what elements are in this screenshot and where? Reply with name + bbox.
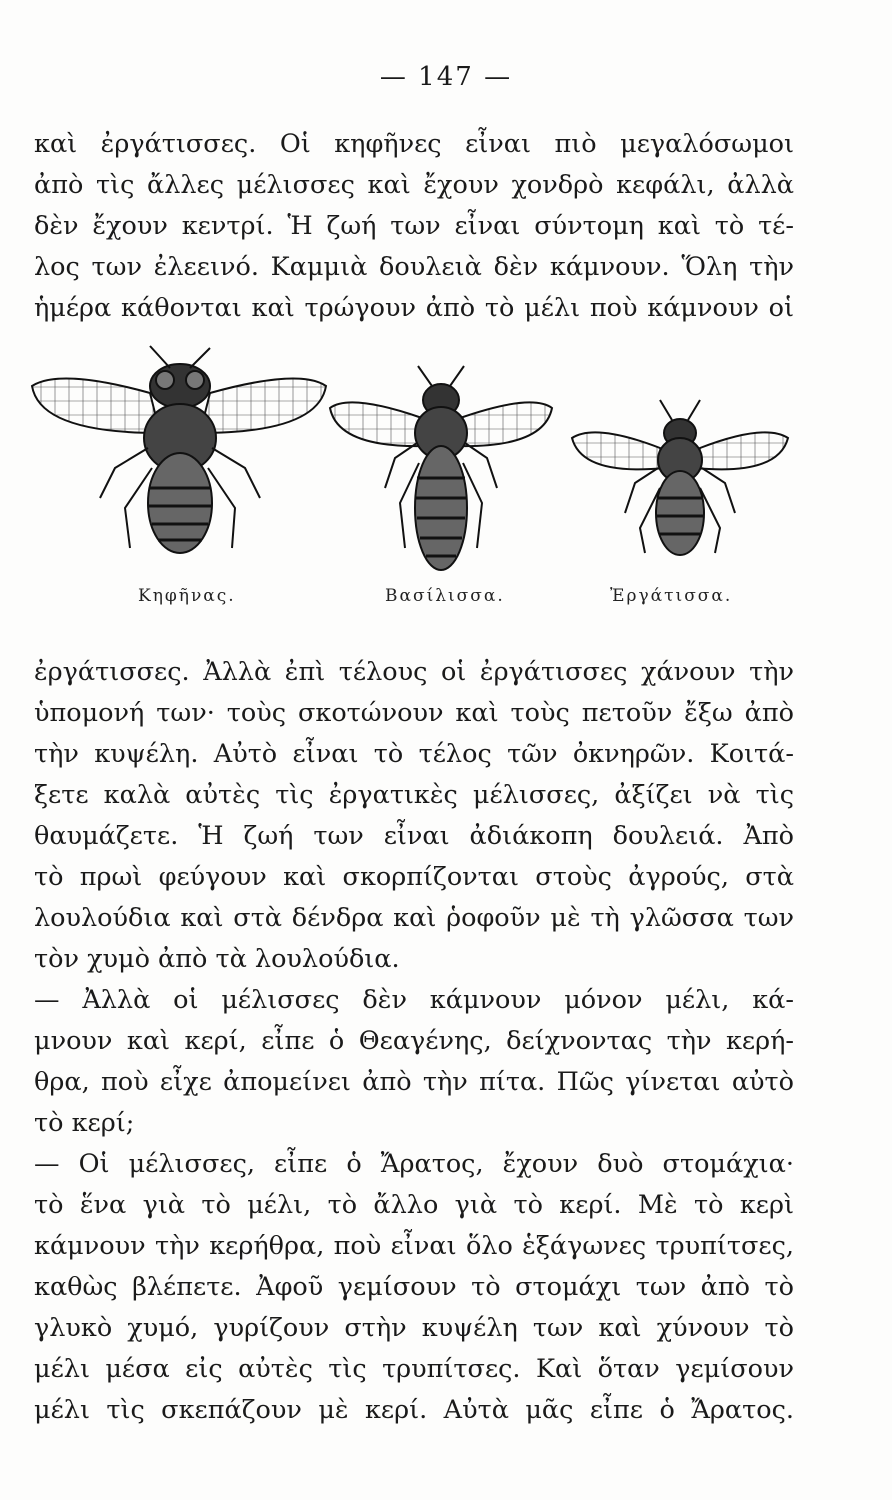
text-line: ἐργάτισσες. Ἀλλὰ ἐπὶ τέλους οἱ ἐργάτισσες χάνουν τὴν [34, 657, 794, 687]
caption-drone: Κηφῆνας. [138, 586, 236, 606]
text-line: λουλούδια καὶ στὰ δένδρα καὶ ῥοφοῦν μὲ τὴ γλῶσσα των [34, 903, 794, 933]
text-line: ἀπὸ τὶς ἄλλες μέλισσες καὶ ἔχουν χονδρὸ κεφάλι, ἀλλὰ [34, 170, 794, 200]
paragraph-top [34, 124, 794, 329]
paragraph-bottom [34, 652, 794, 1431]
text-line: μέλι τὶς σκεπάζουν μὲ κερί. Αὐτὰ μᾶς εἶπε ὁ Ἄρατος. [34, 1395, 794, 1425]
text-line: ξετε καλὰ αὐτὲς τὶς ἐργατικὲς μέλισσες, ἀξίζει νὰ τὶς [34, 780, 794, 810]
text-line: μνουν καὶ κερί, εἶπε ὁ Θεαγένης, δείχνοντας τὴν κερή- [34, 1026, 794, 1056]
text-line: τὴν κυψέλη. Αὐτὸ εἶναι τὸ τέλος τῶν ὀκνηρῶν. Κοιτά- [34, 739, 794, 769]
text-line: καὶ ἐργάτισσες. Οἱ κηφῆνες εἶναι πιὸ μεγαλόσωμοι [34, 129, 794, 159]
text-line: τὸ ἕνα γιὰ τὸ μέλι, τὸ ἄλλο γιὰ τὸ κερί. Μὲ τὸ κερὶ [34, 1190, 794, 1220]
drone-bee-icon [32, 346, 326, 553]
queen-bee-icon [330, 366, 552, 570]
text-line: τὸ πρωὶ φεύγουν καὶ σκορπίζονται στοὺς ἀγρούς, στὰ [34, 862, 794, 892]
bee-illustration [20, 338, 820, 638]
text-line: μέλι μέσα εἰς αὐτὲς τὶς τρυπίτσες. Καὶ ὅταν γεμίσουν [34, 1354, 794, 1384]
text-line: δὲν ἔχουν κεντρί. Ἡ ζωή των εἶναι σύντομη καὶ τὸ τέ- [34, 211, 794, 241]
text-line: — Οἱ μέλισσες, εἶπε ὁ Ἄρατος, ἔχουν δυὸ στομάχια· [34, 1149, 794, 1179]
text-line: — Ἀλλὰ οἱ μέλισσες δὲν κάμνουν μόνον μέλι, κά- [34, 985, 794, 1015]
text-line: ἡμέρα κάθονται καὶ τρώγουν ἀπὸ τὸ μέλι ποὺ κάμνουν οἱ [34, 293, 794, 323]
text-line: κάμνουν τὴν κερήθρα, ποὺ εἶναι ὅλο ἑξάγωνες τρυπίτσες, [34, 1231, 794, 1261]
text-line: θαυμάζετε. Ἡ ζωή των εἶναι ἀδιάκοπη δουλειά. Ἀπὸ [34, 821, 794, 851]
text-line: θρα, ποὺ εἶχε ἀπομείνει ἀπὸ τὴν πίτα. Πῶς γίνεται αὐτὸ [34, 1067, 794, 1097]
text-line: τὸν χυμὸ ἀπὸ τὰ λουλούδια. [34, 944, 400, 974]
caption-worker: Ἐργάτισσα. [610, 586, 733, 606]
page-number: — 147 — [379, 62, 513, 92]
text-line: τὸ κερί; [34, 1108, 135, 1138]
text-line: λος των ἐλεεινό. Καμμιὰ δουλειὰ δὲν κάμνουν. Ὅλη τὴν [34, 252, 794, 282]
text-line: καθὼς βλέπετε. Ἀφοῦ γεμίσουν τὸ στομάχι των ἀπὸ τὸ [34, 1272, 794, 1302]
text-line: ὑπομονή των· τοὺς σκοτώνουν καὶ τοὺς πετοῦν ἔξω ἀπὸ [34, 698, 794, 728]
caption-queen: Βασίλισσα. [385, 586, 505, 606]
text-line: γλυκὸ χυμό, γυρίζουν στὴν κυψέλη των καὶ χύνουν τὸ [34, 1313, 794, 1343]
worker-bee-icon [572, 400, 788, 555]
